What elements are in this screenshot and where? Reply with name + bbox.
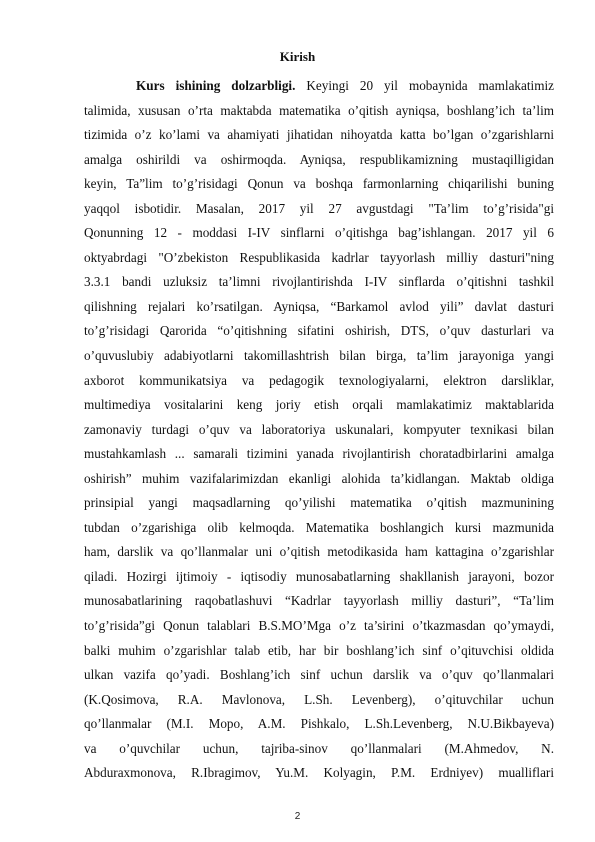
text-line: (K.Qosimova, R.A. Mavlonova, L.Sh. Levenberg), o’qituvchilar uchun [84, 691, 554, 707]
text-line: oktyabrdagi "O’zbekiston Respublikasida kadrlar tayyorlash milliy dasturi"ning [84, 249, 554, 265]
text-line: ham, darslik va qo’llanmalar uni o’qitish metodikasida ham kattagina o’zgarishlar [84, 544, 554, 560]
text-line: amalga oshirildi va oshirmoqda. Ayniqsa, respublikamizning mustaqilligidan [84, 151, 554, 167]
text-line: tubdan o’zgarishiga olib kelmoqda. Matematika boshlangich kursi mazmunida [84, 519, 554, 535]
text-line: munosabatlarining raqobatlashuvi “Kadrlar tayyorlash milliy dasturi”, “Ta’lim [84, 593, 554, 609]
text-line: to’g’risidagi Qarorida “o’qitishning sifatini oshirish, DTS, o’quv dasturlari va [84, 323, 554, 339]
text-line: Qonunning 12 - moddasi I-IV sinflarni o’qitishga bag’ishlangan. 2017 yil 6 [84, 225, 554, 241]
text-line: to’g’risida”gi Qonun talablari B.S.MO’Mga o’z ta’sirini o’tkazmasdan qo’ymaydi, [84, 618, 554, 634]
text-line: 3.3.1 bandi uzluksiz ta’limni rivojlantirishda I-IV sinflarda o’qitishni tashkil [84, 274, 554, 290]
text-line: o’quvuslubiy adabiyotlarni takomillashtrish bilan birga, ta’lim jarayoniga yangi [84, 348, 554, 364]
text-line: qilishning rejalari ko’rsatilgan. Ayniqsa, “Barkamol avlod yili” davlat dasturi [84, 298, 554, 314]
text-line: axborot kommunikatsiya va pedagogik texnologiyalarni, elektron darsliklar, [84, 372, 554, 388]
text-line: mustahkamlash ... samarali tizimini yanada rivojlantirish choratadbirlarini amalga [84, 446, 554, 462]
section-heading: Kirish [279, 49, 316, 64]
text-line: talimida, xususan o’rta maktabda matematika o’qitish ayniqsa, boshlang’ich ta’lim [84, 102, 554, 118]
text-line: qiladi. Hozirgi ijtimoiy - iqtisodiy munosabatlarning shakllanish jarayoni, bozor [84, 568, 554, 584]
text-line: ulkan vazifa qo’yadi. Boshlang’ich sinf uchun darslik va o’quv qo’llanmalari [84, 667, 554, 683]
text-line: balki muhim o’zgarishlar talab etib, har bir boshlang’ich sinf o’qituvchisi oldida [84, 642, 554, 658]
text-line: Kurs ishining dolzarbligi. Keyingi 20 yil mobaynida mamlakatimiz [136, 78, 554, 93]
text-line: tizimida o’z ko’lami va ahamiyati jihatidan nihoyatda katta bo’lgan o’zgarishlarni [84, 127, 554, 143]
text-line: qo’llanmalar (M.I. Mopo, A.M. Pishkalo, L.Sh.Levenberg, N.U.Bikbayeva) [84, 716, 554, 732]
text-line: yaqqol isbotidir. Masalan, 2017 yil 27 avgustdagi "Ta’lim to’g’risida"gi [84, 200, 554, 216]
text-line: va o’quvchilar uchun, tajriba-sinov qo’llanmalari (M.Ahmedov, N. [84, 740, 554, 756]
text-line: oshirish” muhim vazifalarimizdan ekanligi alohida ta’kidlangan. Maktab oldiga [84, 470, 554, 486]
text-line: Abduraxmonova, R.Ibragimov, Yu.M. Kolyagin, P.M. Erdniyev) mualliflari [84, 765, 554, 781]
text-line: multimediya vositalarini keng joriy etish orqali mamlakatimiz maktablarida [84, 397, 554, 413]
text-line: keyin, Ta”lim to’g’risidagi Qonun va boshqa farmonlarning chiqarilishi buning [84, 176, 554, 192]
lead-bold-phrase: Kurs ishining dolzarbligi. [136, 78, 296, 93]
body-text [84, 74, 554, 786]
text-line: prinsipial yangi maqsadlarning qo’yilishi matematika o’qitish mazmunining [84, 495, 554, 511]
text-line: zamonaviy turdagi o’quv va laboratoriya uskunalari, kompyuter texnikasi bilan [84, 421, 554, 437]
page-number: 2 [294, 811, 301, 822]
